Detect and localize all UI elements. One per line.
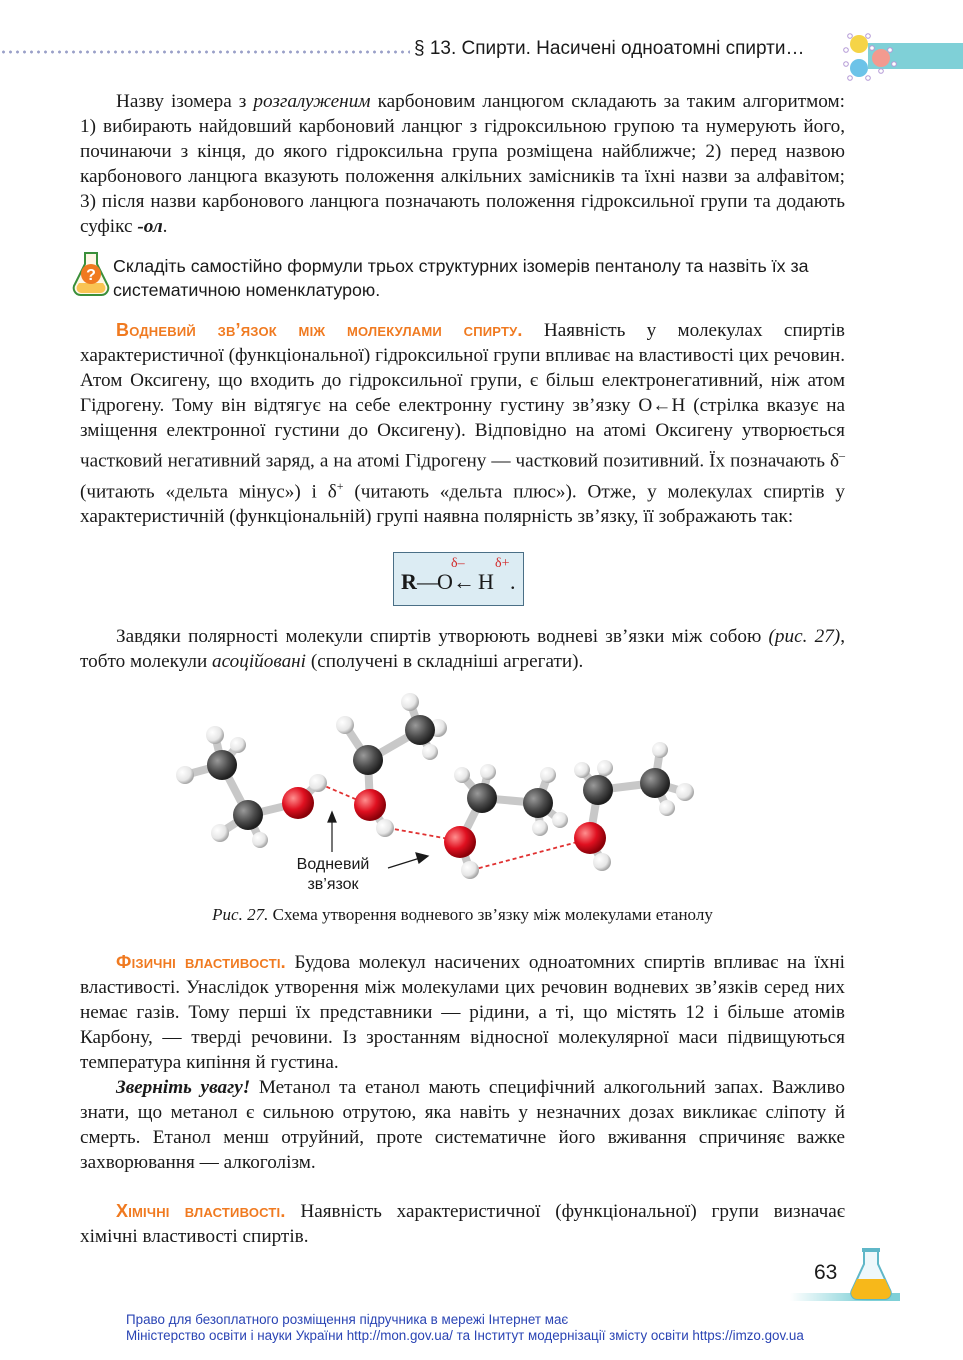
header-title: § 13. Спирти. Насичені одноатомні спирти…: [414, 38, 805, 59]
ethanol-hydrogen-bond-figure: [170, 680, 710, 890]
formula-dash: —: [417, 569, 439, 594]
paragraph-chemical-properties: Хімічні властивості. Наявність характеристичної (функціональної) групи визначає хімічні властивості спиртів.: [80, 1201, 845, 1248]
hydrogen-bond-label: Водневий зв’язок: [296, 856, 370, 893]
question-flask-icon: [72, 250, 110, 300]
formula-dot: .: [510, 569, 516, 594]
footer-license-line1: Право для безоплатного розміщення підручника в мережі Інтернет має: [126, 1312, 569, 1327]
polarity-formula-box: [393, 552, 524, 606]
paragraph-attention: Зверніть увагу! Метанол та етанол мають специфічний алкогольний запах. Важливо знати, що метанол є сильною отрутою, яка навіть у незначних дозах викликає сліпоту й смерть. Етанол менш отруйний, проте систематичне його вживання спричиняє важке захворювання — алкоголізм.: [80, 1077, 845, 1174]
page-number: 63: [814, 1261, 838, 1284]
molecule-logo-icon: [838, 26, 900, 84]
task-text: Складіть самостійно формули трьох структурних ізомерів пентанолу та назвіть їх за систематичною номенклатурою.: [113, 256, 809, 300]
svg-text:?: ?: [86, 267, 96, 284]
formula-hydrogen: H: [478, 569, 494, 594]
paragraph-physical-properties: Фізичні властивості. Будова молекул насичених одноатомних спиртів впливає на їхні властивості. Унаслідок утворення між молекулами цих речовин водневих зв’язків серед них немає газів. Тому перші їх представники — рідини, а ті, що містять 12 і більше атомів Карбону, — тверді речовини. Із зростанням відносної молекулярної маси підвищуються температура кипіння й густина.: [80, 952, 845, 1074]
paragraph-hydrogen-bond: Водневий зв’язок між молекулами спирту. Наявність у молекулах спиртів характеристичної (функціональної) гідроксильної групи впливає на властивості цих речовин. Атом Оксигену, що входить до гідроксильної групи, є більш електронегативний, ніж атом Гідрогену. Тому він відтягує на себе електронну густину зв’язку O←H (стрілка вказує на зміщення електронної густини до Оксигену). Відповідно на атомі Оксигену утворюється частковий негативний заряд, а на атомі Гідрогену — частковий позитивний. Їх позначають δ– (читають «дельта мінус») і δ+ (читають «дельта плюс»). Отже, у молекулах спиртів у характеристичній (функціональній) групі наявна полярність зв’язку, її зображають так:: [80, 320, 845, 528]
paragraph-isomer-naming: Назву ізомера з розгалуженим карбоновим ланцюгом складають за таким алгоритмом: 1) вибирають найдовший карбоновий ланцюг з гідроксильною групою та нумерують його, починаючи з кінця, до якого гідроксильна група розміщена найближче; 2) перед назвою карбонового ланцюга вказують положення алкільних замісників та їхні назви за алфавітом; 3) після назви карбонового ланцюга позначають положення гідроксильної групи та додають суфікс -ол.: [80, 91, 846, 238]
footer-license-line2: Міністерство освіти і науки України http://mon.gov.ua/ та Інститут модернізації змісту освіти https://imzo.gov.ua: [126, 1328, 804, 1343]
term-hydrogen-bond: Водневий зв’язок між молекулами спирту.: [116, 320, 523, 340]
figure-caption: Рис. 27. Схема утворення водневого зв’язку між молекулами етанолу: [212, 905, 713, 924]
term-physical-properties: Фізичні властивості.: [116, 952, 286, 972]
delta-plus-label: δ+: [495, 556, 510, 571]
delta-minus-label: δ–: [451, 556, 465, 571]
formula-r: R: [401, 569, 417, 594]
formula-oxygen: O: [437, 569, 453, 594]
formula-arrow: ←: [453, 569, 475, 594]
header-dotted-rule: [0, 49, 410, 55]
flask-icon: [848, 1247, 894, 1303]
paragraph-association: Завдяки полярності молекули спиртів утворюють водневі зв’язки між собою (рис. 27), тобто молекули асоційовані (сполучені в складніші агрегати).: [80, 626, 845, 673]
term-chemical-properties: Хімічні властивості.: [116, 1201, 286, 1221]
